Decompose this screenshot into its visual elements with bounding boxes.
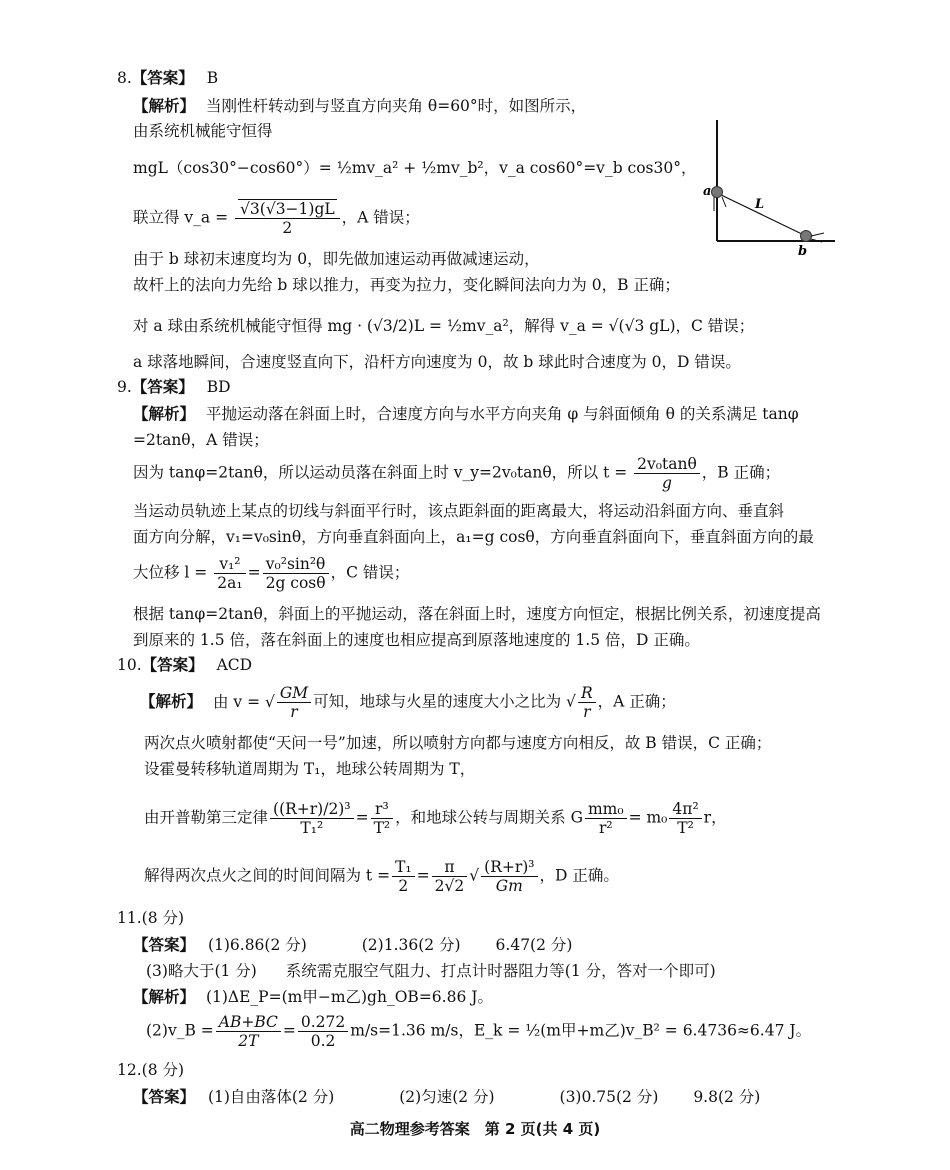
rod-figure [700, 115, 840, 264]
q9-number: 9. [117, 378, 132, 396]
q8-answer-line [117, 68, 218, 88]
label-a: a [703, 184, 712, 199]
q9-text-4: 当运动员轨迹上某点的切线与斜面平行时，该点距斜面的距离最大，将运动沿斜面方向、垂直斜 [133, 502, 785, 520]
q10-text-2: 两次点火喷射都使“天问一号”加速，所以喷射方向都与速度方向相反，故 B 错误，C 正确； [144, 734, 772, 752]
q8-text-5: 由于 b 球初末速度均为 0，即先做加速运动再做减速运动， [133, 250, 540, 268]
q11-answer-label: 【答案】 [133, 936, 196, 954]
q9-answer: BD [206, 378, 231, 396]
q12-answer-line: 【答案】 (1)自由落体(2 分) (2)匀速(2 分) (3)0.75(2 分) 9.8(2 分) [133, 1088, 761, 1106]
q10-text-5: 解得两次点火之间的时间间隔为 t = $\frac{\text{T₁}}{2}$ = $\frac{\pi}{2√2}$ √ $\frac{\text{(R+r)³}}{Gm}$ ，D 正确。 [144, 858, 619, 895]
q8-analysis-label: 【解析】 [133, 97, 196, 115]
q10-number: 10. [117, 656, 142, 674]
q9-text-1: 平抛运动落在斜面上时，合速度方向与水平方向夹角 φ 与斜面倾角 θ 的关系满足 tanφ [205, 405, 799, 423]
q10-analysis-label: 【解析】 [140, 692, 203, 711]
label-b: b [798, 244, 808, 259]
q8-text-2: 由系统机械能守恒得 [133, 122, 273, 140]
q11-answer-line-2: (3)略大于(1 分) 系统需克服空气阻力、打点计时器阻力等(1 分，答对一个即可) [146, 962, 716, 980]
page-footer: 高二物理参考答案 第 2 页(共 4 页) [349, 1120, 601, 1138]
q9-text-7: 根据 tanφ=2tanθ，斜面上的平抛运动，落在斜面上时，速度方向恒定，根据比例关系，初速度提高 [133, 605, 821, 623]
q10-text-3: 设霍曼转移轨道周期为 T₁，地球公转周期为 T， [144, 760, 476, 778]
q8-text-8: a 球落地瞬间，合速度竖直向下，沿杆方向速度为 0，故 b 球此时合速度为 0，D 错误。 [133, 353, 741, 371]
q11-header: 11.(8 分) [117, 909, 185, 927]
q11-score: (8 分) [141, 909, 185, 927]
q11-answer-line: 【答案】 (1)6.86(2 分) (2)1.36(2 分) 6.47(2 分) [133, 936, 573, 954]
q12-answer-label: 【答案】 [133, 1088, 196, 1106]
q8-text-4: 联立得 v_a = $\frac{√3(√3-1)gL}{2}$ ，A 错误； [133, 200, 420, 237]
q8-text-6: 故杆上的法向力先给 b 球以推力，再变为拉力，变化瞬间法向力为 0，B 正确； [133, 276, 680, 294]
q11-analysis-line: 【解析】 (1)ΔE_P=(m甲−m乙)gh_OB=6.86 J。 [133, 988, 493, 1006]
q8-analysis-line [133, 96, 586, 116]
q9-text-6: 大位移 l = $\frac{\text{v₁²}}{\text{2a₁}}$ = $\frac{\text{v₀²sin²θ}}{\text{2g cosθ}}$ ，C 错误； [133, 555, 410, 592]
q10-answer-line [117, 655, 252, 675]
q8-text-1: 当刚性杆转动到与竖直方向夹角 θ=60°时，如图所示， [205, 97, 587, 115]
q9-text-2: =2tanθ，A 错误； [133, 431, 269, 449]
q8-number: 8. [117, 69, 132, 87]
q8-answer: B [206, 69, 219, 87]
q9-text-3: 因为 tanφ=2tanθ，所以运动员落在斜面上时 v_y=2v₀tanθ，所以 t = $\frac{\text{2v₀tanθ}}{g}$ ，B 正确； [133, 455, 781, 492]
q11-analysis-label: 【解析】 [133, 988, 196, 1006]
q9-analysis-label: 【解析】 [133, 405, 196, 423]
q12-score: (8 分) [141, 1061, 185, 1079]
q8-answer-label: 【答案】 [131, 69, 194, 87]
q8-text-3: mgL（cos30°−cos60°）= ½mv_a² + ½mv_b²，v_a cos60°=v_b cos30°， [133, 159, 697, 177]
rod-diagram [700, 115, 840, 260]
q9-text-5: 面方向分解，v₁=v₀sinθ，方向垂直斜面向上，a₁=g cosθ，方向垂直斜面向下，垂直斜面方向的最 [133, 528, 814, 546]
q8-fraction: $\frac{√3(√3-1)gL}{2}$ [235, 200, 340, 237]
q11-text-2: (2)v_B = $\frac{AB+BC}{2T}$ = $\frac{0.272}{0.2}$ m/s=1.36 m/s，E_k = ½(m甲+m乙)v_B² = 6.4736≈6.47 J。 [146, 1013, 812, 1050]
q10-text-4: 由开普勒第三定律 $\frac{\text{((R+r)/2)³}}{\text{T₁²}}$ = $\frac{\text{r³}}{\text{T²}}$ ，和地球公转与周期关系 G $\frac{\text{mm₀}}{\text{r²}}$ = m₀ $\frac{\text{4π²}}{\text{T²}}$ r， [144, 800, 727, 837]
q10-answer: ACD [216, 656, 253, 674]
q10-text-1: 【解析】 由 v = √ $\frac{GM}{r}$ 可知，地球与火星的速度大小之比为 √ $\frac{R}{r}$ ，A 正确； [140, 684, 676, 721]
q9-analysis-line [133, 404, 799, 424]
q9-answer-label: 【答案】 [131, 378, 194, 396]
q10-answer-label: 【答案】 [141, 656, 204, 674]
q12-header: 12.(8 分) [117, 1061, 185, 1079]
q8-text-7: 对 a 球由系统机械能守恒得 mg · (√3/2)L = ½mv_a²，解得 v_a = √(√3 gL)，C 错误； [133, 317, 755, 335]
q9-answer-line [117, 377, 231, 397]
q9-text-8: 到原来的 1.5 倍，落在斜面上的速度也相应提高到原落地速度的 1.5 倍，D 正确。 [133, 631, 700, 649]
label-L: L [755, 197, 765, 212]
